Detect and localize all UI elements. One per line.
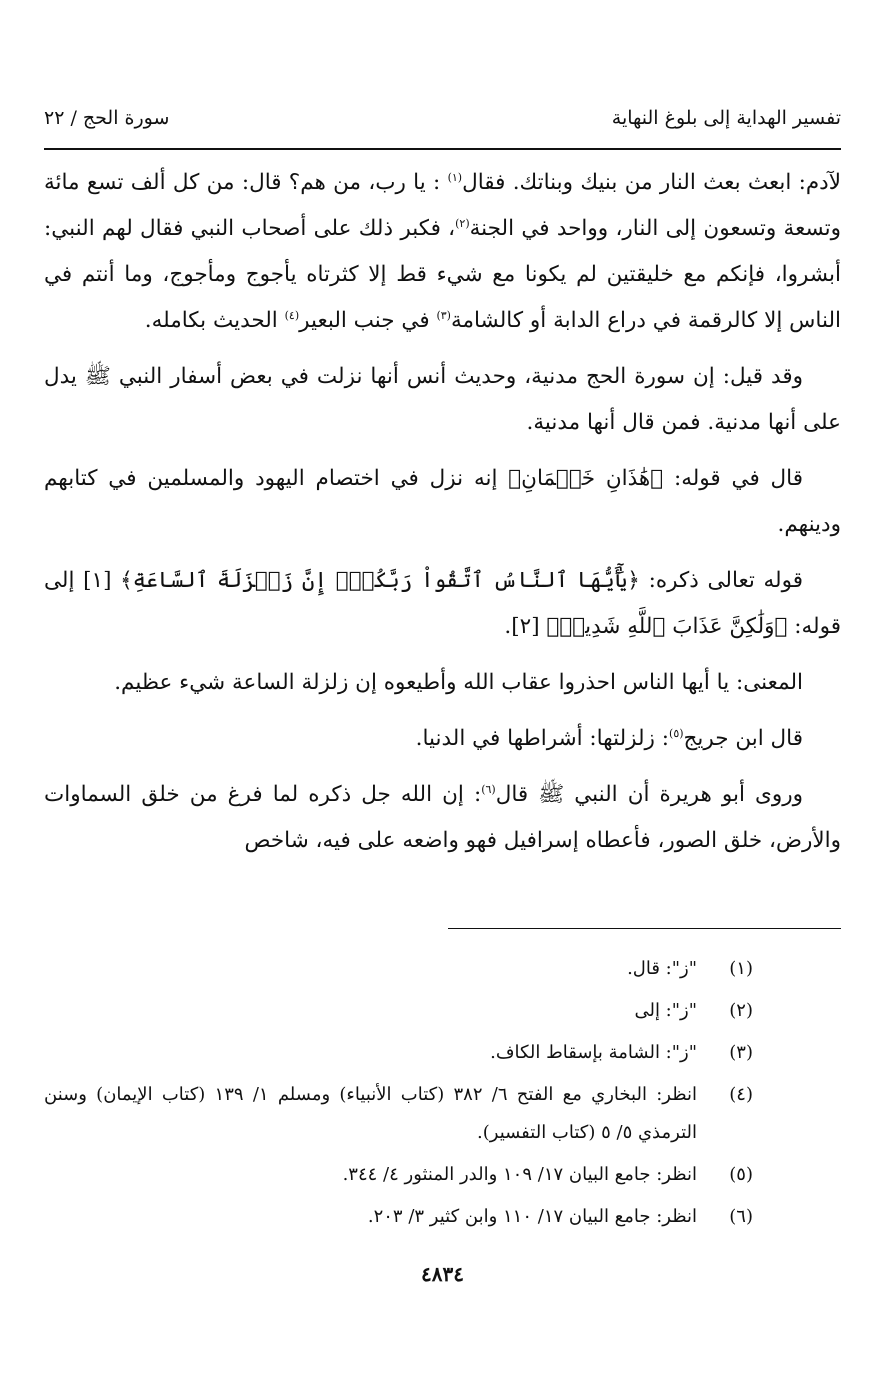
text-span: في جنب البعير [299,308,437,333]
footnote-number: (٦) [729,1206,753,1227]
paragraph-5: المعنى: يا أيها الناس احذروا عقاب الله وأطيعوه إن زلزلة الساعة شيء عظيم. [114,670,803,695]
text-span: قال في قوله: [663,466,804,491]
text-span: قوله تعالى ذكره: [639,568,803,593]
footnote-text: "ز": قال. [627,958,697,979]
text-span: [٢]. [504,614,547,639]
footnote-item [44,992,753,1030]
text-span: إنه نزل في اختصام اليهود والمسلمين في كتابهم ودينهم. [44,466,841,537]
footnote-item [44,1076,753,1152]
footnote-number: (٣) [729,1042,753,1063]
text-span: الحديث بكامله. [144,308,285,333]
quran-verse: ﴿يَٰٓأَيُّهَا ٱلنَّاسُ ٱتَّقُواْ رَبَّكُمۡۚ إِنَّ زَلۡزَلَةَ ٱلسَّاعَةِ﴾ [120,568,640,593]
running-header [44,98,841,138]
text-span: ، فكبر ذلك على أصحاب النبي فقال لهم النبي: أبشروا، فإنكم مع خليقتين لم يكونا مع شيء قط إلا كثرتاه يأجوج ومأجوج، وما أنتم في الناس إلا كالرقمة في دراع الدابة أو كالشامة [44,216,841,333]
footnote-item [44,1198,753,1236]
footnote-number: (٤) [729,1084,753,1105]
footnote-number: (٢) [729,1000,753,1021]
text-span: : إن الله جل ذكره لما فرغ من خلق السماوات والأرض، خلق الصور، فأعطاه إسرافيل فهو واضعه على فيه، شاخص [44,782,841,853]
paragraph-1 [44,160,841,344]
footnote-text: انظر: البخاري مع الفتح ٦/ ٣٨٢ (كتاب الأنبياء) ومسلم ١/ ١٣٩ (كتاب الإيمان) وسنن الترمذي ٥/ ٥ (كتاب التفسير). [44,1084,697,1143]
footnote-text: انظر: جامع البيان ١٧/ ١٠٩ والدر المنثور ٤/ ٣٤٤. [342,1164,697,1185]
paragraph-3 [44,456,841,548]
footnote-item [44,1156,753,1194]
surah-page-label: سورة الحج / ٢٢ [44,107,170,129]
header-rule [44,148,841,150]
footnote-ref-4: (٤) [284,308,300,322]
paragraph-7 [44,772,841,864]
footnote-ref-6: (٦) [481,782,496,796]
quran-verse: ﴿وَلَٰكِنَّ عَذَابَ ٱللَّهِ شَدِيدٞ﴾ [546,614,788,639]
footnotes [44,950,753,1240]
text-span: لآدم: ابعث بعث النار من بنيك وبناتك. فقال [462,170,841,195]
footnote-ref-3: (٣) [436,308,451,322]
book-title: تفسير الهداية إلى بلوغ النهاية [611,107,841,129]
footnote-number: (١) [729,958,753,979]
text-span: : يا رب، من هم؟ قال: من كل ألف تسع مائة وتسعة وتسعون إلى النار، وواحد في الجنة [44,170,841,241]
footnote-text: "ز": الشامة بإسقاط الكاف. [490,1042,697,1063]
paragraph-4 [44,558,841,650]
footnote-separator [448,928,841,929]
footnote-item [44,950,753,988]
text-span: قال ابن جريج [683,726,803,751]
footnote-ref-1: (١) [447,170,463,184]
text-span: : زلزلتها: أشراطها في الدنيا. [415,726,670,751]
footnote-text: انظر: جامع البيان ١٧/ ١١٠ وابن كثير ٣/ ٢٠٣. [367,1206,697,1227]
paragraph-6 [44,716,841,762]
paragraph-2: وقد قيل: إن سورة الحج مدنية، وحديث أنس أنها نزلت في بعض أسفار النبي ﷺ يدل على أنها مدنية. فمن قال أنها مدنية. [44,364,841,435]
text-span: وروى أبو هريرة أن النبي ﷺ قال [495,782,803,807]
footnote-item [44,1034,753,1072]
text-span: [١] إلى قوله: [44,568,841,639]
footnote-ref-5: (٥) [669,726,684,740]
main-text [44,160,841,874]
footnote-ref-2: (٢) [455,216,470,230]
quran-verse: ﴿هَٰذَانِ خَصۡمَانِ﴾ [508,466,664,491]
footnote-number: (٥) [729,1164,753,1185]
page-number: ٤٨٣٤ [421,1262,464,1286]
footnote-text: "ز": إلى [634,1000,697,1021]
